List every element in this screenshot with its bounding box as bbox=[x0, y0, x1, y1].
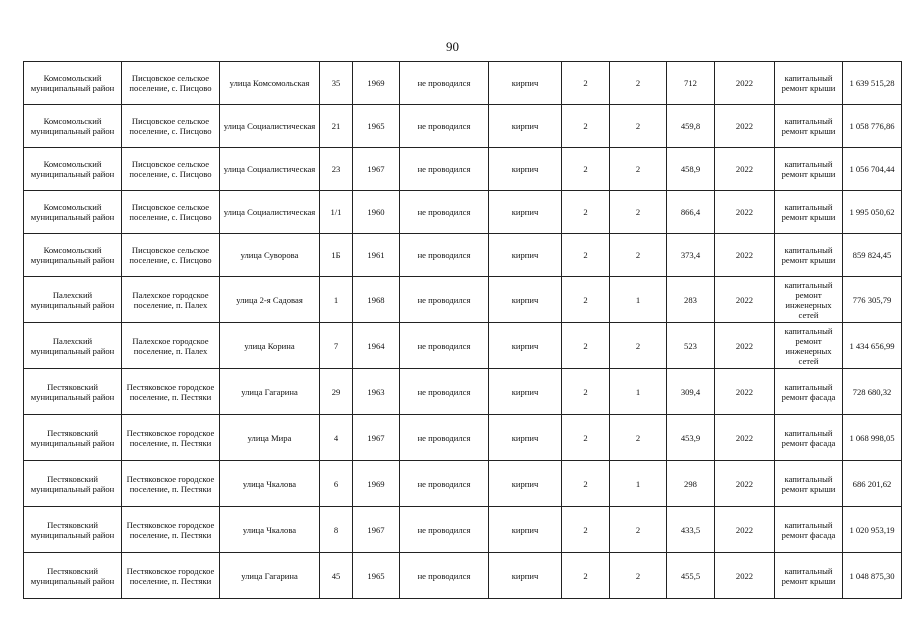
wall-material-cell: кирпич bbox=[489, 105, 562, 148]
area-cell: 455,5 bbox=[667, 553, 715, 599]
wall-material-cell: кирпич bbox=[489, 277, 562, 323]
entrances-cell: 2 bbox=[610, 105, 667, 148]
entrances-cell: 2 bbox=[610, 62, 667, 105]
table-row bbox=[24, 323, 902, 369]
work-type-cell: капитальный ремонт крыши bbox=[775, 191, 843, 234]
entrances-cell: 1 bbox=[610, 369, 667, 415]
area-cell: 309,4 bbox=[667, 369, 715, 415]
last-repair-cell: не проводился bbox=[400, 105, 489, 148]
entrances-cell: 1 bbox=[610, 277, 667, 323]
area-cell: 373,4 bbox=[667, 234, 715, 277]
floors-cell: 2 bbox=[562, 148, 610, 191]
cost-cell: 686 201,62 bbox=[843, 461, 902, 507]
last-repair-cell: не проводился bbox=[400, 234, 489, 277]
house-number-cell: 1/1 bbox=[320, 191, 353, 234]
last-repair-cell: не проводился bbox=[400, 461, 489, 507]
planned-year-cell: 2022 bbox=[715, 277, 775, 323]
wall-material-cell: кирпич bbox=[489, 553, 562, 599]
housing-repair-table bbox=[23, 61, 902, 599]
floors-cell: 2 bbox=[562, 234, 610, 277]
cost-cell: 728 680,32 bbox=[843, 369, 902, 415]
house-number-cell: 4 bbox=[320, 415, 353, 461]
district-cell: Палехский муниципальный район bbox=[24, 323, 122, 369]
settlement-cell: Палехское городское поселение, п. Палех bbox=[122, 323, 220, 369]
wall-material-cell: кирпич bbox=[489, 323, 562, 369]
cost-cell: 1 048 875,30 bbox=[843, 553, 902, 599]
entrances-cell: 2 bbox=[610, 507, 667, 553]
cost-cell: 1 995 050,62 bbox=[843, 191, 902, 234]
work-type-cell: капитальный ремонт фасада bbox=[775, 415, 843, 461]
cost-cell: 1 434 656,99 bbox=[843, 323, 902, 369]
wall-material-cell: кирпич bbox=[489, 148, 562, 191]
district-cell: Комсомольский муниципальный район bbox=[24, 191, 122, 234]
street-cell: улица Корина bbox=[220, 323, 320, 369]
table-row bbox=[24, 369, 902, 415]
house-number-cell: 23 bbox=[320, 148, 353, 191]
table-row bbox=[24, 148, 902, 191]
district-cell: Комсомольский муниципальный район bbox=[24, 62, 122, 105]
entrances-cell: 2 bbox=[610, 553, 667, 599]
floors-cell: 2 bbox=[562, 62, 610, 105]
district-cell: Палехский муниципальный район bbox=[24, 277, 122, 323]
district-cell: Пестяковский муниципальный район bbox=[24, 461, 122, 507]
entrances-cell: 1 bbox=[610, 461, 667, 507]
last-repair-cell: не проводился bbox=[400, 415, 489, 461]
street-cell: улица Мира bbox=[220, 415, 320, 461]
year-built-cell: 1967 bbox=[353, 507, 400, 553]
area-cell: 866,4 bbox=[667, 191, 715, 234]
settlement-cell: Писцовское сельское поселение, с. Писцово bbox=[122, 234, 220, 277]
work-type-cell: капитальный ремонт инженерных сетей bbox=[775, 323, 843, 369]
work-type-cell: капитальный ремонт крыши bbox=[775, 461, 843, 507]
year-built-cell: 1969 bbox=[353, 62, 400, 105]
last-repair-cell: не проводился bbox=[400, 277, 489, 323]
floors-cell: 2 bbox=[562, 369, 610, 415]
work-type-cell: капитальный ремонт фасада bbox=[775, 369, 843, 415]
house-number-cell: 7 bbox=[320, 323, 353, 369]
street-cell: улица Гагарина bbox=[220, 553, 320, 599]
settlement-cell: Палехское городское поселение, п. Палех bbox=[122, 277, 220, 323]
area-cell: 712 bbox=[667, 62, 715, 105]
wall-material-cell: кирпич bbox=[489, 234, 562, 277]
entrances-cell: 2 bbox=[610, 191, 667, 234]
planned-year-cell: 2022 bbox=[715, 62, 775, 105]
house-number-cell: 8 bbox=[320, 507, 353, 553]
entrances-cell: 2 bbox=[610, 148, 667, 191]
wall-material-cell: кирпич bbox=[489, 461, 562, 507]
work-type-cell: капитальный ремонт крыши bbox=[775, 62, 843, 105]
house-number-cell: 1 bbox=[320, 277, 353, 323]
floors-cell: 2 bbox=[562, 323, 610, 369]
house-number-cell: 45 bbox=[320, 553, 353, 599]
settlement-cell: Писцовское сельское поселение, с. Писцово bbox=[122, 148, 220, 191]
table-row bbox=[24, 105, 902, 148]
table-row bbox=[24, 507, 902, 553]
cost-cell: 776 305,79 bbox=[843, 277, 902, 323]
area-cell: 523 bbox=[667, 323, 715, 369]
house-number-cell: 29 bbox=[320, 369, 353, 415]
planned-year-cell: 2022 bbox=[715, 415, 775, 461]
work-type-cell: капитальный ремонт крыши bbox=[775, 234, 843, 277]
wall-material-cell: кирпич bbox=[489, 415, 562, 461]
planned-year-cell: 2022 bbox=[715, 553, 775, 599]
floors-cell: 2 bbox=[562, 415, 610, 461]
house-number-cell: 21 bbox=[320, 105, 353, 148]
cost-cell: 1 020 953,19 bbox=[843, 507, 902, 553]
street-cell: улица 2-я Садовая bbox=[220, 277, 320, 323]
year-built-cell: 1967 bbox=[353, 148, 400, 191]
table-row bbox=[24, 461, 902, 507]
year-built-cell: 1963 bbox=[353, 369, 400, 415]
floors-cell: 2 bbox=[562, 507, 610, 553]
planned-year-cell: 2022 bbox=[715, 507, 775, 553]
table-row bbox=[24, 415, 902, 461]
street-cell: улица Социалистическая bbox=[220, 105, 320, 148]
district-cell: Пестяковский муниципальный район bbox=[24, 507, 122, 553]
planned-year-cell: 2022 bbox=[715, 461, 775, 507]
street-cell: улица Гагарина bbox=[220, 369, 320, 415]
area-cell: 433,5 bbox=[667, 507, 715, 553]
wall-material-cell: кирпич bbox=[489, 62, 562, 105]
settlement-cell: Пестяковское городское поселение, п. Пестяки bbox=[122, 415, 220, 461]
entrances-cell: 2 bbox=[610, 234, 667, 277]
year-built-cell: 1965 bbox=[353, 105, 400, 148]
page-number: 90 bbox=[446, 39, 459, 54]
settlement-cell: Писцовское сельское поселение, с. Писцово bbox=[122, 62, 220, 105]
area-cell: 298 bbox=[667, 461, 715, 507]
last-repair-cell: не проводился bbox=[400, 191, 489, 234]
last-repair-cell: не проводился bbox=[400, 323, 489, 369]
year-built-cell: 1961 bbox=[353, 234, 400, 277]
work-type-cell: капитальный ремонт крыши bbox=[775, 148, 843, 191]
house-number-cell: 6 bbox=[320, 461, 353, 507]
work-type-cell: капитальный ремонт крыши bbox=[775, 105, 843, 148]
wall-material-cell: кирпич bbox=[489, 369, 562, 415]
wall-material-cell: кирпич bbox=[489, 191, 562, 234]
table-row bbox=[24, 553, 902, 599]
planned-year-cell: 2022 bbox=[715, 191, 775, 234]
district-cell: Пестяковский муниципальный район bbox=[24, 553, 122, 599]
year-built-cell: 1969 bbox=[353, 461, 400, 507]
area-cell: 459,8 bbox=[667, 105, 715, 148]
house-number-cell: 35 bbox=[320, 62, 353, 105]
settlement-cell: Пестяковское городское поселение, п. Пестяки bbox=[122, 553, 220, 599]
table-row bbox=[24, 234, 902, 277]
district-cell: Комсомольский муниципальный район bbox=[24, 234, 122, 277]
cost-cell: 1 056 704,44 bbox=[843, 148, 902, 191]
district-cell: Пестяковский муниципальный район bbox=[24, 369, 122, 415]
year-built-cell: 1964 bbox=[353, 323, 400, 369]
planned-year-cell: 2022 bbox=[715, 105, 775, 148]
settlement-cell: Писцовское сельское поселение, с. Писцово bbox=[122, 105, 220, 148]
last-repair-cell: не проводился bbox=[400, 148, 489, 191]
table-row bbox=[24, 62, 902, 105]
street-cell: улица Социалистическая bbox=[220, 148, 320, 191]
entrances-cell: 2 bbox=[610, 415, 667, 461]
table-row bbox=[24, 191, 902, 234]
street-cell: улица Комсомольская bbox=[220, 62, 320, 105]
year-built-cell: 1967 bbox=[353, 415, 400, 461]
last-repair-cell: не проводился bbox=[400, 507, 489, 553]
year-built-cell: 1960 bbox=[353, 191, 400, 234]
settlement-cell: Писцовское сельское поселение, с. Писцово bbox=[122, 191, 220, 234]
planned-year-cell: 2022 bbox=[715, 323, 775, 369]
floors-cell: 2 bbox=[562, 553, 610, 599]
last-repair-cell: не проводился bbox=[400, 62, 489, 105]
table-row bbox=[24, 277, 902, 323]
last-repair-cell: не проводился bbox=[400, 553, 489, 599]
cost-cell: 1 068 998,05 bbox=[843, 415, 902, 461]
street-cell: улица Чкалова bbox=[220, 507, 320, 553]
floors-cell: 2 bbox=[562, 105, 610, 148]
wall-material-cell: кирпич bbox=[489, 507, 562, 553]
area-cell: 283 bbox=[667, 277, 715, 323]
year-built-cell: 1968 bbox=[353, 277, 400, 323]
planned-year-cell: 2022 bbox=[715, 369, 775, 415]
cost-cell: 859 824,45 bbox=[843, 234, 902, 277]
year-built-cell: 1965 bbox=[353, 553, 400, 599]
settlement-cell: Пестяковское городское поселение, п. Пестяки bbox=[122, 507, 220, 553]
entrances-cell: 2 bbox=[610, 323, 667, 369]
floors-cell: 2 bbox=[562, 277, 610, 323]
floors-cell: 2 bbox=[562, 461, 610, 507]
area-cell: 453,9 bbox=[667, 415, 715, 461]
planned-year-cell: 2022 bbox=[715, 148, 775, 191]
street-cell: улица Социалистическая bbox=[220, 191, 320, 234]
area-cell: 458,9 bbox=[667, 148, 715, 191]
cost-cell: 1 639 515,28 bbox=[843, 62, 902, 105]
district-cell: Комсомольский муниципальный район bbox=[24, 148, 122, 191]
house-number-cell: 1Б bbox=[320, 234, 353, 277]
floors-cell: 2 bbox=[562, 191, 610, 234]
district-cell: Комсомольский муниципальный район bbox=[24, 105, 122, 148]
street-cell: улица Суворова bbox=[220, 234, 320, 277]
last-repair-cell: не проводился bbox=[400, 369, 489, 415]
settlement-cell: Пестяковское городское поселение, п. Пестяки bbox=[122, 369, 220, 415]
work-type-cell: капитальный ремонт фасада bbox=[775, 507, 843, 553]
work-type-cell: капитальный ремонт крыши bbox=[775, 553, 843, 599]
cost-cell: 1 058 776,86 bbox=[843, 105, 902, 148]
district-cell: Пестяковский муниципальный район bbox=[24, 415, 122, 461]
settlement-cell: Пестяковское городское поселение, п. Пестяки bbox=[122, 461, 220, 507]
planned-year-cell: 2022 bbox=[715, 234, 775, 277]
street-cell: улица Чкалова bbox=[220, 461, 320, 507]
work-type-cell: капитальный ремонт инженерных сетей bbox=[775, 277, 843, 323]
